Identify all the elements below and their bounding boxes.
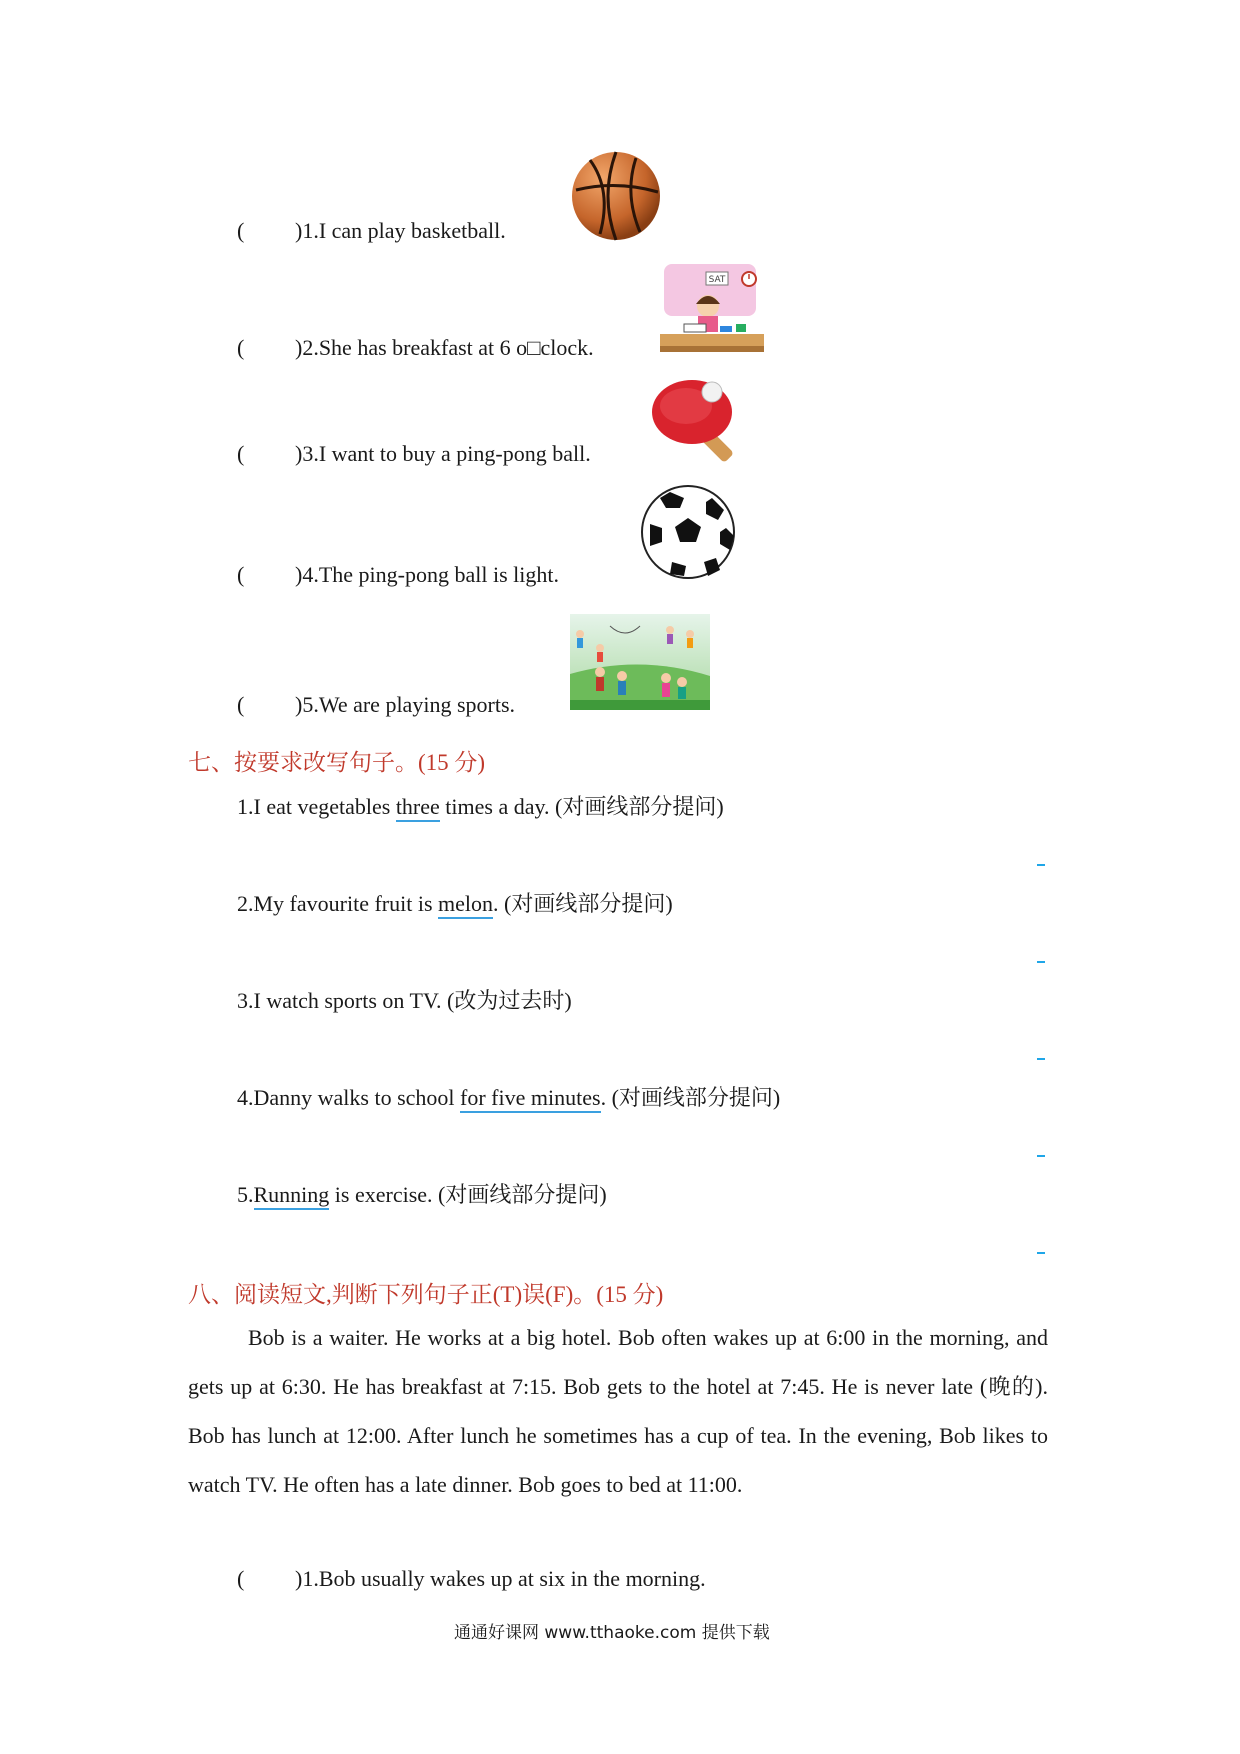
answer-paren[interactable]: ( xyxy=(237,335,245,360)
rewrite-question-5 xyxy=(237,1178,607,1209)
item-1 xyxy=(237,218,506,244)
basketball-icon xyxy=(570,150,662,242)
answer-paren[interactable]: ( xyxy=(237,692,245,717)
answer-paren[interactable]: ( xyxy=(237,1566,245,1591)
answer-line-end[interactable] xyxy=(1037,1252,1045,1254)
question-text: is exercise. (对画线部分提问) xyxy=(329,1182,607,1207)
rewrite-question-2 xyxy=(237,887,673,918)
answer-paren[interactable]: ( xyxy=(237,218,245,243)
footer-text: 通通好课网 www.tthaoke.com 提供下载 xyxy=(454,1623,770,1643)
underlined-phrase: for five minutes xyxy=(460,1085,601,1113)
answer-line-end[interactable] xyxy=(1037,1058,1045,1060)
question-text: 4.Danny walks to school xyxy=(237,1085,461,1110)
question-text: 2.My favourite fruit is xyxy=(237,891,439,916)
item-text: )3.I want to buy a ping-pong ball. xyxy=(295,441,591,466)
rewrite-question-3 xyxy=(237,984,572,1015)
item-text: )4.The ping-pong ball is light. xyxy=(295,562,559,587)
underlined-word: three xyxy=(396,794,440,822)
answer-paren[interactable]: ( xyxy=(237,441,245,466)
item-5 xyxy=(237,692,515,718)
children-playing-icon xyxy=(570,614,710,710)
answer-paren[interactable]: ( xyxy=(237,562,245,587)
answer-line-end[interactable] xyxy=(1037,864,1045,866)
item-text: )1.Bob usually wakes up at six in the morning. xyxy=(295,1566,706,1591)
item-text: )5.We are playing sports. xyxy=(295,692,515,717)
judge-question-1 xyxy=(237,1566,706,1592)
girl-studying-icon xyxy=(658,262,766,358)
rewrite-question-1 xyxy=(237,790,724,821)
underlined-word: Running xyxy=(254,1182,330,1210)
underlined-word: melon xyxy=(438,891,493,919)
section-8-title: 八、阅读短文,判断下列句子正(T)误(F)。(15 分) xyxy=(188,1282,664,1307)
question-text: . (对画线部分提问) xyxy=(600,1085,781,1110)
item-2 xyxy=(237,335,594,361)
soccer-ball-icon xyxy=(640,484,736,580)
question-text: 3.I watch sports on TV. (改为过去时) xyxy=(237,988,572,1013)
reading-passage: Bob is a waiter. He works at a big hotel. Bob often wakes up at 6:00 in the morning, and gets up at 6:30. He has breakfast at 7:15. Bob gets to the hotel at 7:45. He is never late (晚的). Bob has lunch at 12:00. After lunch he sometimes has a cup of tea. In the evening, Bob likes to watch TV. He often has a late dinner. Bob goes to bed at 11:00. xyxy=(188,1325,1048,1497)
question-text: times a day. (对画线部分提问) xyxy=(439,794,724,819)
answer-line-end[interactable] xyxy=(1037,961,1045,963)
ping-pong-paddle-icon xyxy=(650,378,760,464)
question-text: 1.I eat vegetables xyxy=(237,794,396,819)
item-3 xyxy=(237,441,591,467)
section-7-title: 七、按要求改写句子。(15 分) xyxy=(188,750,486,775)
board-text: SAT xyxy=(708,275,726,285)
item-4 xyxy=(237,562,559,588)
item-text: )2.She has breakfast at 6 o□clock. xyxy=(295,335,594,360)
question-text: 5. xyxy=(237,1182,254,1207)
question-text: . (对画线部分提问) xyxy=(493,891,673,916)
item-text: )1.I can play basketball. xyxy=(295,218,506,243)
answer-line-end[interactable] xyxy=(1037,1155,1045,1157)
rewrite-question-4 xyxy=(237,1081,780,1112)
